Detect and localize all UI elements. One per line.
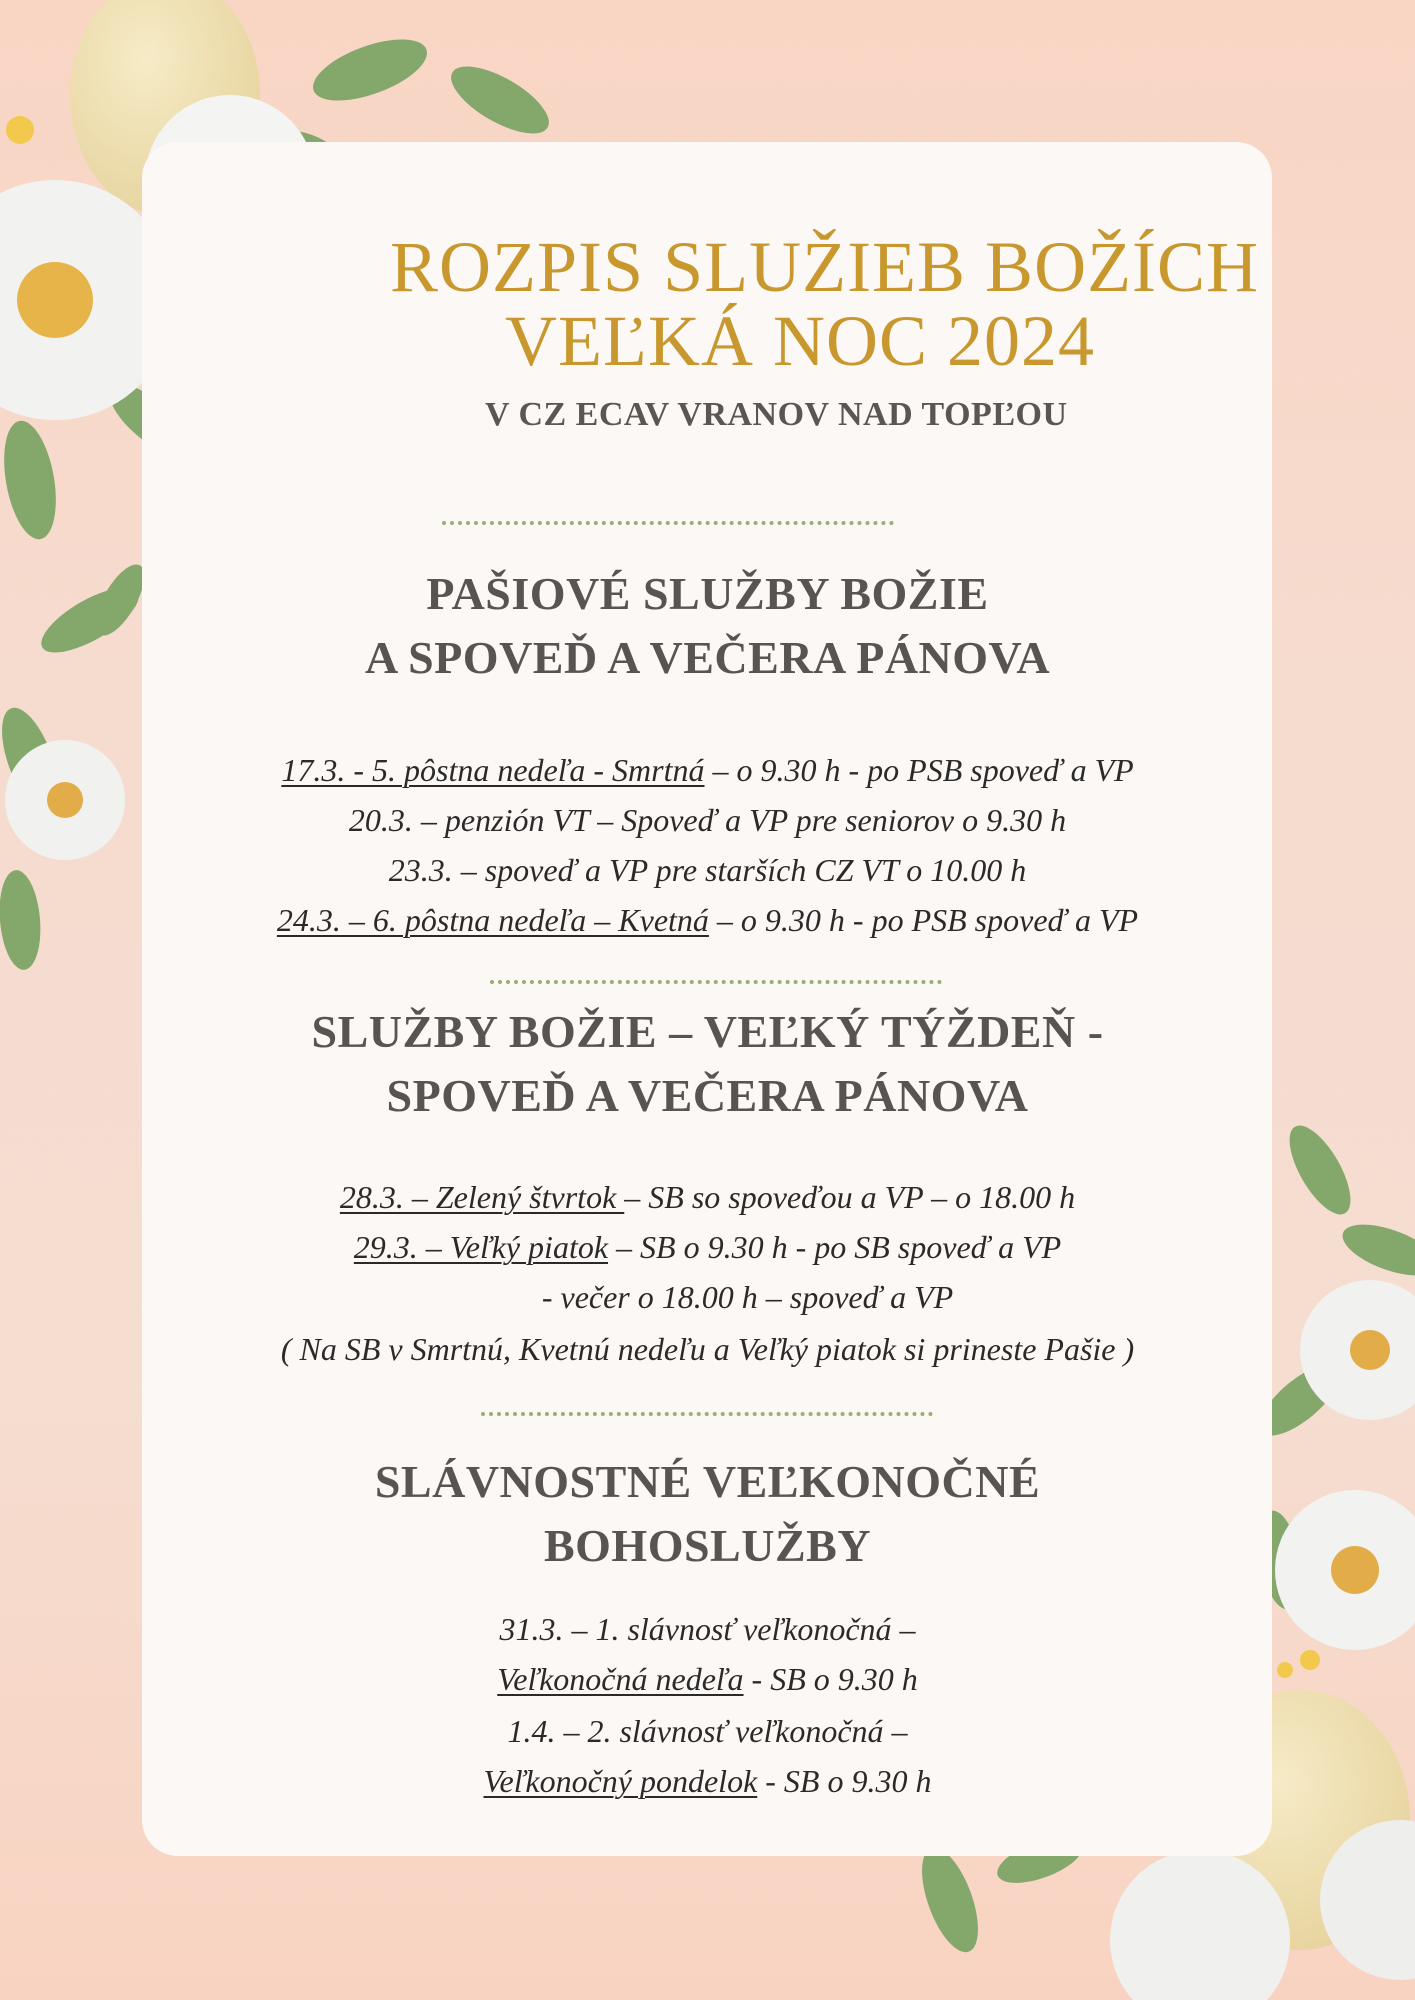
divider (481, 1412, 933, 1416)
page-subtitle: V CZ ECAV VRANOV NAD TOPĽOU (485, 396, 1068, 433)
schedule-line (0, 795, 1415, 845)
page-title-line2: VEĽKÁ NOC 2024 (505, 301, 1095, 381)
schedule-date-label: 24.3. – 6. pôstna nedeľa – Kvetná (276, 902, 709, 938)
schedule-line (0, 1654, 1415, 1704)
schedule-date-label: Veľkonočný pondelok (483, 1763, 758, 1799)
page-title: ROZPIS SLUŽIEB BOŽÍCH (390, 227, 1260, 307)
schedule-line (0, 745, 1415, 795)
schedule-line (40, 1272, 1415, 1322)
schedule-line (0, 845, 1415, 895)
schedule-detail: 31.3. – 1. slávnosť veľkonočná – (499, 1611, 916, 1647)
divider (442, 521, 894, 525)
schedule-date-label: 29.3. – Veľký piatok (353, 1229, 609, 1265)
schedule-line (0, 1706, 1415, 1756)
schedule-detail: - večer o 18.00 h – spoveď a VP (541, 1279, 954, 1315)
section-heading: SLUŽBY BOŽIE – VEĽKÝ TÝŽDEŇ - SPOVEĎ A VEČERA PÁNOVA (311, 1006, 1104, 1121)
section-heading: PAŠIOVÉ SLUŽBY BOŽIE A SPOVEĎ A VEČERA PÁNOVA (364, 568, 1051, 683)
schedule-line (0, 1604, 1415, 1654)
schedule-detail: - SB o 9.30 h (757, 1763, 932, 1799)
schedule-detail: – o 9.30 h - po PSB spoveď a VP (708, 902, 1139, 938)
divider (490, 980, 942, 984)
schedule-line (0, 1172, 1415, 1222)
schedule-line (0, 1222, 1415, 1272)
schedule-detail: – o 9.30 h - po PSB spoveď a VP (704, 752, 1134, 788)
schedule-detail: 23.3. – spoveď a VP pre starších CZ VT o 10.00 h (388, 852, 1027, 888)
schedule-line (0, 1324, 1415, 1374)
schedule-date-label: Veľkonočná nedeľa (497, 1661, 744, 1697)
schedule-detail: – SB so spoveďou a VP – o 18.00 h (624, 1179, 1076, 1215)
schedule-detail: ( Na SB v Smrtnú, Kvetnú nedeľu a Veľký piatok si prineste Pašie ) (280, 1331, 1135, 1367)
schedule-date-label: 28.3. – Zelený štvrtok (339, 1179, 625, 1215)
schedule-detail: 1.4. – 2. slávnosť veľkonočná – (507, 1713, 908, 1749)
schedule-detail: - SB o 9.30 h (743, 1661, 918, 1697)
schedule-line (0, 1756, 1415, 1806)
schedule-detail: 20.3. – penzión VT – Spoveď a VP pre seniorov o 9.30 h (348, 802, 1067, 838)
section-heading: SLÁVNOSTNÉ VEĽKONOČNÉ BOHOSLUŽBY (374, 1456, 1041, 1571)
schedule-detail: – SB o 9.30 h - po SB spoveď a VP (608, 1229, 1062, 1265)
schedule-date-label: 17.3. - 5. pôstna nedeľa - Smrtná (281, 752, 705, 788)
schedule-line (0, 895, 1415, 945)
